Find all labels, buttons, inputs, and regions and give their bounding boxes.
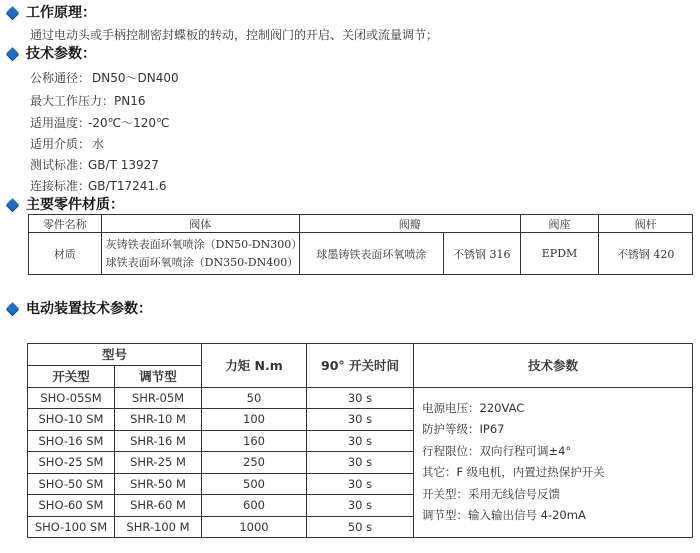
parts-material-table [28, 214, 693, 275]
table-row [28, 387, 693, 409]
table-header-row [29, 215, 693, 233]
spec-value: PN16 [114, 94, 146, 108]
table-row [29, 233, 693, 275]
actuator-spec-table [27, 343, 693, 538]
table-cell: 30 s [307, 409, 414, 431]
spec-value: -20℃～120℃ [88, 116, 170, 130]
disc-material-cell: 球墨铸铁表面环氧喷涂 [299, 233, 443, 275]
body-material-cell [101, 233, 303, 275]
table-header-cell: 型号 [28, 344, 202, 366]
table-cell: 30 s [307, 430, 414, 452]
table-header-cell: 阀瓣 [299, 215, 520, 233]
table-cell: 1000 [202, 516, 307, 538]
section-principle-heading [6, 3, 96, 21]
section-tech-heading [6, 44, 96, 62]
seat-material-cell: EPDM [520, 233, 599, 275]
spec-value: DN50～DN400 [92, 71, 179, 85]
table-cell: SHR-50 M [115, 473, 202, 495]
diamond-bullet-icon [6, 47, 19, 60]
spec-value: GB/T 13927 [88, 158, 159, 172]
spec-label: 适用介质： [30, 137, 91, 151]
table-cell: 250 [202, 452, 307, 474]
principle-text: 通过电动头或手柄控制密封蝶板的转动，控制阀门的开启、关闭或流量调节； [30, 28, 439, 42]
section-title: 技术参数： [26, 46, 96, 62]
body-material-line: 球铁表面环氧喷涂（DN350-DN400） [105, 255, 299, 269]
spec-label: 最大工作压力： [30, 94, 115, 108]
table-cell: 600 [202, 495, 307, 517]
table-header-cell: 90° 开关时间 [307, 344, 414, 388]
table-cell: 100 [202, 409, 307, 431]
table-header-cell: 技术参数 [414, 344, 693, 388]
table-cell: SHR-100 M [115, 516, 202, 538]
section-parts-heading [6, 195, 124, 213]
table-header-cell: 调节型 [115, 365, 202, 387]
spec-label: 适用温度： [30, 116, 91, 130]
table-cell: SHO-100 SM [28, 516, 115, 538]
spec-line [30, 69, 179, 86]
spec-line [30, 114, 169, 131]
table-header-cell: 开关型 [28, 365, 115, 387]
table-cell: SHR-25 M [115, 452, 202, 474]
spec-line [30, 92, 145, 109]
table-cell: SHO-16 SM [28, 430, 115, 452]
table-cell: 30 s [307, 495, 414, 517]
table-cell: SHO-50 SM [28, 473, 115, 495]
table-cell: SHO-10 SM [28, 409, 115, 431]
diamond-bullet-icon [6, 302, 19, 315]
table-cell: 30 s [307, 452, 414, 474]
actuator-spec-line: 调节型：输入输出信号 4-20mA [422, 508, 586, 523]
table-header-cell: 阀杆 [599, 215, 693, 233]
spec-label: 公称通径： [30, 71, 91, 85]
table-header-cell: 力矩 N.m [202, 344, 307, 388]
table-header-cell: 阀座 [520, 215, 599, 233]
table-cell: SHR-10 M [115, 409, 202, 431]
diamond-bullet-icon [6, 6, 19, 19]
section-motor-heading [6, 299, 152, 317]
actuator-specs-cell [414, 387, 693, 538]
body-material-line: 灰铸铁表面环氧喷涂（DN50-DN300） [105, 237, 303, 251]
disc-material-cell: 不锈钢 316 [443, 233, 520, 275]
spec-value: GB/T17241.6 [88, 179, 167, 193]
table-cell: SHO-25 SM [28, 452, 115, 474]
actuator-spec-line: 行程限位：双向行程可调±4° [422, 443, 572, 458]
spec-value: 水 [92, 137, 105, 151]
table-cell: 30 s [307, 473, 414, 495]
actuator-spec-line: 防护等级：IP67 [422, 422, 505, 437]
actuator-spec-line: 开关型：采用无线信号反馈 [422, 486, 560, 501]
table-cell: SHR-60 M [115, 495, 202, 517]
table-cell: SHR-16 M [115, 430, 202, 452]
spec-line [30, 156, 159, 173]
row-label-cell: 材质 [29, 233, 102, 275]
table-cell: SHR-05M [115, 387, 202, 409]
table-cell: 160 [202, 430, 307, 452]
table-header-row [28, 344, 693, 366]
spec-label: 测试标准： [30, 158, 91, 172]
table-cell: SHO-05SM [28, 387, 115, 409]
section-title: 主要零件材质： [26, 197, 124, 213]
section-title: 工作原理： [26, 5, 96, 21]
table-cell: 500 [202, 473, 307, 495]
table-cell: 30 s [307, 387, 414, 409]
table-header-cell: 阀体 [101, 215, 299, 233]
spec-line [30, 135, 104, 152]
table-header-cell: 零件名称 [29, 215, 102, 233]
diamond-bullet-icon [6, 198, 19, 211]
spec-label: 连接标准： [30, 179, 91, 193]
table-cell: SHO-60 SM [28, 495, 115, 517]
spec-line [30, 177, 167, 194]
table-cell: 50 [202, 387, 307, 409]
table-cell: 50 s [307, 516, 414, 538]
actuator-spec-line: 电源电压：220VAC [422, 400, 525, 415]
stem-material-cell: 不锈钢 420 [599, 233, 693, 275]
actuator-spec-line: 其它：F 级电机，内置过热保护开关 [422, 465, 605, 480]
section-title: 电动装置技术参数： [26, 301, 152, 317]
